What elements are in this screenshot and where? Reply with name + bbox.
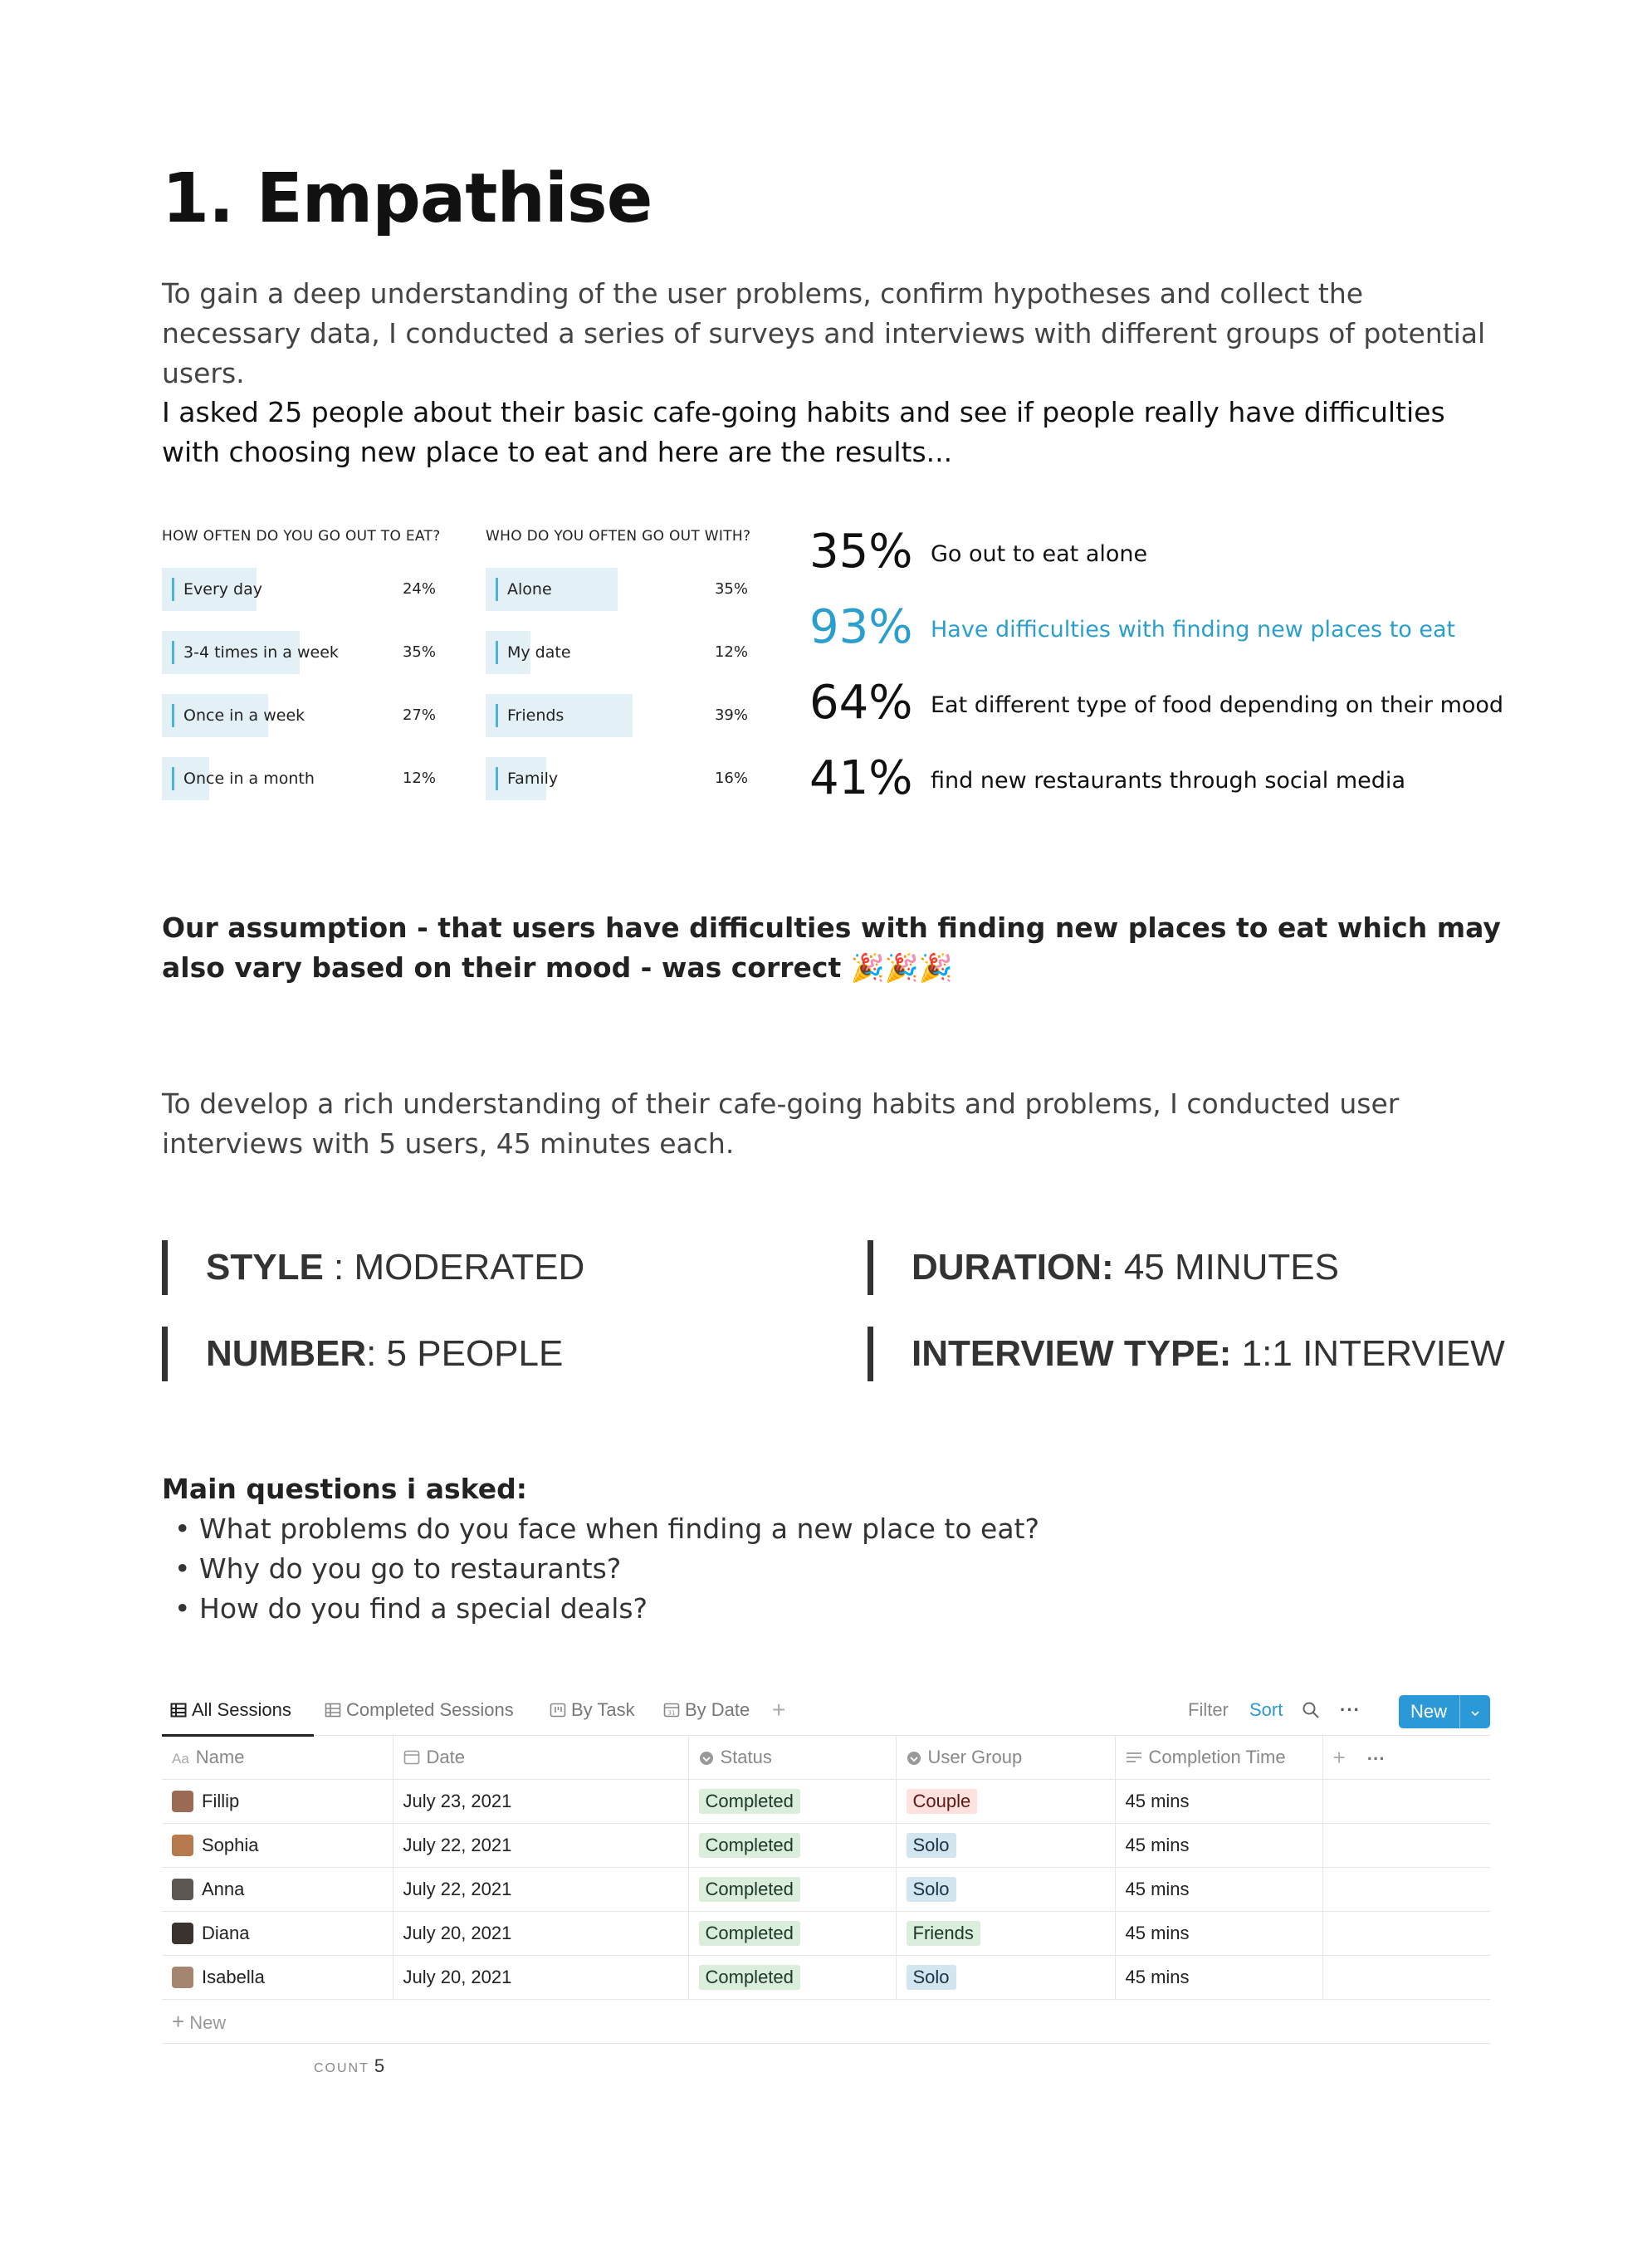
sessions-database (162, 1685, 1490, 2077)
user-group-badge: Solo (907, 1965, 956, 1990)
avatar (172, 1967, 193, 1988)
stat-percent: 41% (809, 751, 913, 805)
add-property-button[interactable]: + (1332, 1744, 1346, 1770)
completion-time-cell[interactable]: 45 mins (1115, 1868, 1322, 1912)
stat-percent: 64% (809, 676, 913, 730)
column-header-user-group[interactable] (896, 1736, 1115, 1780)
table-row[interactable] (162, 1868, 1490, 1912)
stat-row (809, 523, 1490, 599)
intro-paragraph: To gain a deep understanding of the user problems, confirm hypotheses and collect the necessary data, I conducted a series of surveys and interviews with different groups of potential users. (162, 277, 1486, 389)
survey-bar-label: 3-4 times in a week (183, 643, 339, 662)
name-text: Sophia (202, 1835, 259, 1855)
survey-bar-marker (496, 641, 498, 664)
tab-label: Completed Sessions (346, 1699, 514, 1720)
select-property-icon (699, 1751, 714, 1766)
assumption-paragraph: Our assumption - that users have difficulties with finding new places to eat which may also vary based on their mood - was correct 🎉🎉🎉 (162, 911, 1501, 984)
calendar-icon (663, 1702, 680, 1718)
column-label: Date (426, 1747, 465, 1767)
table-icon (170, 1702, 187, 1718)
stat-text: Eat different type of food depending on their mood (931, 692, 1504, 718)
count-value: 5 (374, 2055, 385, 2076)
user-group-cell[interactable] (896, 1824, 1115, 1868)
name-text: Fillip (202, 1791, 240, 1811)
column-actions (1322, 1736, 1490, 1780)
survey-bar-marker (496, 767, 498, 790)
date-cell[interactable]: July 20, 2021 (393, 1912, 688, 1956)
stat-text: find new restaurants through social media (931, 768, 1405, 794)
empty-cell[interactable] (1322, 1912, 1490, 1956)
stat-percent: 93% (809, 600, 913, 654)
list-item: • How do you find a special deals? (174, 1589, 1039, 1629)
column-label: Status (720, 1747, 772, 1767)
name-cell[interactable] (162, 1824, 393, 1868)
tab-by-task[interactable] (550, 1685, 635, 1735)
column-options-button[interactable]: ··· (1366, 1747, 1386, 1769)
meta-type-label: INTERVIEW TYPE: (912, 1333, 1232, 1374)
table-row[interactable] (162, 1780, 1490, 1824)
survey-bar-marker (496, 578, 498, 601)
text-lines-icon (1126, 1751, 1142, 1766)
new-button[interactable] (1399, 1695, 1490, 1728)
list-item: • Why do you go to restaurants? (174, 1549, 1039, 1589)
empty-cell[interactable] (1322, 1956, 1490, 2000)
user-group-badge: Solo (907, 1877, 956, 1902)
tab-by-date[interactable] (663, 1685, 750, 1735)
meta-style (162, 1240, 584, 1295)
name-text: Diana (202, 1923, 250, 1943)
survey-2-question: WHO DO YOU OFTEN GO OUT WITH? (486, 528, 751, 545)
column-header-name[interactable] (162, 1736, 393, 1780)
status-cell[interactable] (688, 1824, 896, 1868)
user-group-badge: Friends (907, 1921, 980, 1946)
survey-bar-percent: 35% (402, 643, 436, 661)
meta-interview-type (868, 1327, 1505, 1381)
search-icon (1302, 1701, 1320, 1719)
tab-completed-sessions[interactable] (325, 1685, 514, 1735)
add-view-button[interactable]: + (772, 1697, 786, 1723)
status-badge: Completed (699, 1965, 800, 1990)
name-cell[interactable] (162, 1912, 393, 1956)
table-row[interactable] (162, 1912, 1490, 1956)
add-row-label: New (189, 2012, 227, 2033)
status-badge: Completed (699, 1789, 800, 1814)
questions-heading: Main questions i asked: (162, 1473, 527, 1505)
column-header-completion-time[interactable] (1115, 1736, 1322, 1780)
survey-1-question: HOW OFTEN DO YOU GO OUT TO EAT? (162, 528, 441, 545)
survey-bar-label: Once in a month (183, 770, 315, 788)
survey-bar-row (162, 694, 436, 737)
completion-time-cell[interactable]: 45 mins (1115, 1956, 1322, 2000)
tab-all-sessions[interactable] (170, 1685, 291, 1735)
completion-time-cell[interactable]: 45 mins (1115, 1912, 1322, 1956)
status-cell[interactable] (688, 1912, 896, 1956)
avatar (172, 1835, 193, 1856)
empty-cell[interactable] (1322, 1780, 1490, 1824)
page-title: 1. Empathise (162, 159, 652, 238)
meta-number-value: : 5 PEOPLE (366, 1333, 564, 1374)
date-cell[interactable]: July 22, 2021 (393, 1868, 688, 1912)
tab-label: All Sessions (192, 1699, 291, 1720)
new-button-label: New (1410, 1701, 1448, 1722)
name-text: Isabella (202, 1967, 265, 1987)
survey-lead: I asked 25 people about their basic cafe-going habits and see if people really have difficulties with choosing new place to eat and here are the results... (162, 396, 1445, 468)
user-group-badge: Solo (907, 1833, 956, 1858)
survey-bar-marker (172, 578, 174, 601)
search-button[interactable] (1302, 1685, 1320, 1735)
column-label: Completion Time (1148, 1747, 1286, 1767)
column-header-status[interactable] (688, 1736, 896, 1780)
survey-bar-label: Once in a week (183, 706, 305, 725)
more-options-button[interactable]: ··· (1340, 1699, 1361, 1720)
survey-bar-percent: 39% (714, 706, 748, 724)
user-group-badge: Couple (907, 1789, 978, 1814)
table-body (162, 1780, 1490, 2000)
survey-bar-marker (172, 641, 174, 664)
stat-row (809, 674, 1504, 750)
user-group-cell[interactable] (896, 1780, 1115, 1824)
count-footer (314, 2055, 1490, 2077)
chevron-down-icon[interactable] (1459, 1695, 1490, 1728)
name-cell[interactable] (162, 1868, 393, 1912)
table-icon (325, 1702, 341, 1718)
date-cell[interactable]: July 20, 2021 (393, 1956, 688, 2000)
survey-bar-marker (172, 704, 174, 727)
table-header-row (162, 1736, 1490, 1780)
sort-button[interactable]: Sort (1249, 1699, 1283, 1720)
stat-text: Go out to eat alone (931, 541, 1148, 567)
status-cell[interactable] (688, 1868, 896, 1912)
meta-duration (868, 1240, 1339, 1295)
survey-bar-marker (172, 767, 174, 790)
survey-bar-percent: 12% (402, 770, 436, 787)
meta-duration-label: DURATION: (912, 1247, 1114, 1288)
tab-label: By Date (685, 1699, 750, 1720)
date-cell[interactable]: July 23, 2021 (393, 1780, 688, 1824)
stat-row (809, 750, 1490, 825)
board-icon (550, 1702, 566, 1718)
stat-row (809, 599, 1490, 674)
date-cell[interactable]: July 22, 2021 (393, 1824, 688, 1868)
meta-style-value: : MODERATED (323, 1247, 585, 1288)
survey-bar-marker (496, 704, 498, 727)
status-cell[interactable] (688, 1956, 896, 2000)
avatar (172, 1879, 193, 1900)
user-group-cell[interactable] (896, 1956, 1115, 2000)
name-cell[interactable] (162, 1780, 393, 1824)
survey-bar-percent: 12% (714, 643, 748, 661)
interview-intro: To develop a rich understanding of their cafe-going habits and problems, I conducted user interviews with 5 users, 45 minutes each. (162, 1087, 1400, 1160)
column-header-date[interactable] (393, 1736, 688, 1780)
active-tab-underline (162, 1734, 314, 1737)
completion-time-cell[interactable]: 45 mins (1115, 1780, 1322, 1824)
column-label: User Group (927, 1747, 1023, 1767)
meta-duration-value: 45 MINUTES (1113, 1247, 1339, 1288)
survey-bar-row (162, 757, 436, 800)
select-property-icon (907, 1751, 921, 1766)
survey-bar-row (162, 568, 436, 611)
status-cell[interactable] (688, 1780, 896, 1824)
count-label: COUNT (314, 2061, 369, 2075)
calendar-icon (403, 1749, 420, 1766)
text-property-icon: Aa (172, 1751, 189, 1767)
column-label: Name (195, 1747, 245, 1767)
questions-list (174, 1509, 1039, 1629)
user-group-cell[interactable] (896, 1868, 1115, 1912)
empty-cell[interactable] (1322, 1824, 1490, 1868)
survey-bar-percent: 27% (402, 706, 436, 724)
survey-bar-row (486, 757, 748, 800)
stat-percent: 35% (809, 525, 913, 579)
meta-number-label: NUMBER (206, 1333, 367, 1374)
name-text: Anna (202, 1879, 245, 1899)
svg-text:31: 31 (667, 1709, 676, 1717)
tab-label: By Task (571, 1699, 635, 1720)
table-row[interactable] (162, 1824, 1490, 1868)
survey-bar-label: Every day (183, 580, 262, 599)
survey-bar-row (486, 694, 748, 737)
list-item: • What problems do you face when finding a new place to eat? (174, 1509, 1039, 1549)
filter-button[interactable]: Filter (1188, 1699, 1229, 1720)
status-badge: Completed (699, 1921, 800, 1946)
survey-bar-percent: 35% (714, 580, 748, 598)
add-row-button[interactable]: + New (162, 2000, 1490, 2044)
table-row[interactable] (162, 1956, 1490, 2000)
name-cell[interactable] (162, 1956, 393, 2000)
view-tabs (162, 1685, 1490, 1736)
user-group-cell[interactable] (896, 1912, 1115, 1956)
stat-text: Have difficulties with finding new places to eat (931, 617, 1456, 643)
status-badge: Completed (699, 1833, 800, 1858)
survey-bar-row (486, 631, 748, 674)
sessions-table (162, 1736, 1490, 2000)
survey-bar-label: Alone (507, 580, 552, 599)
survey-bar-percent: 16% (714, 770, 748, 787)
survey-bar-label: My date (507, 643, 571, 662)
avatar (172, 1791, 193, 1812)
stats-block (809, 523, 1504, 825)
avatar (172, 1923, 193, 1944)
meta-type-value: 1:1 INTERVIEW (1231, 1333, 1505, 1374)
meta-style-label: STYLE (206, 1247, 324, 1288)
completion-time-cell[interactable]: 45 mins (1115, 1824, 1322, 1868)
empty-cell[interactable] (1322, 1868, 1490, 1912)
survey-bar-row (486, 568, 748, 611)
meta-number (162, 1327, 563, 1381)
status-badge: Completed (699, 1877, 800, 1902)
survey-bar-row (162, 631, 436, 674)
survey-bar-label: Family (507, 770, 559, 788)
survey-bar-label: Friends (507, 706, 565, 725)
survey-bar-percent: 24% (402, 580, 436, 598)
